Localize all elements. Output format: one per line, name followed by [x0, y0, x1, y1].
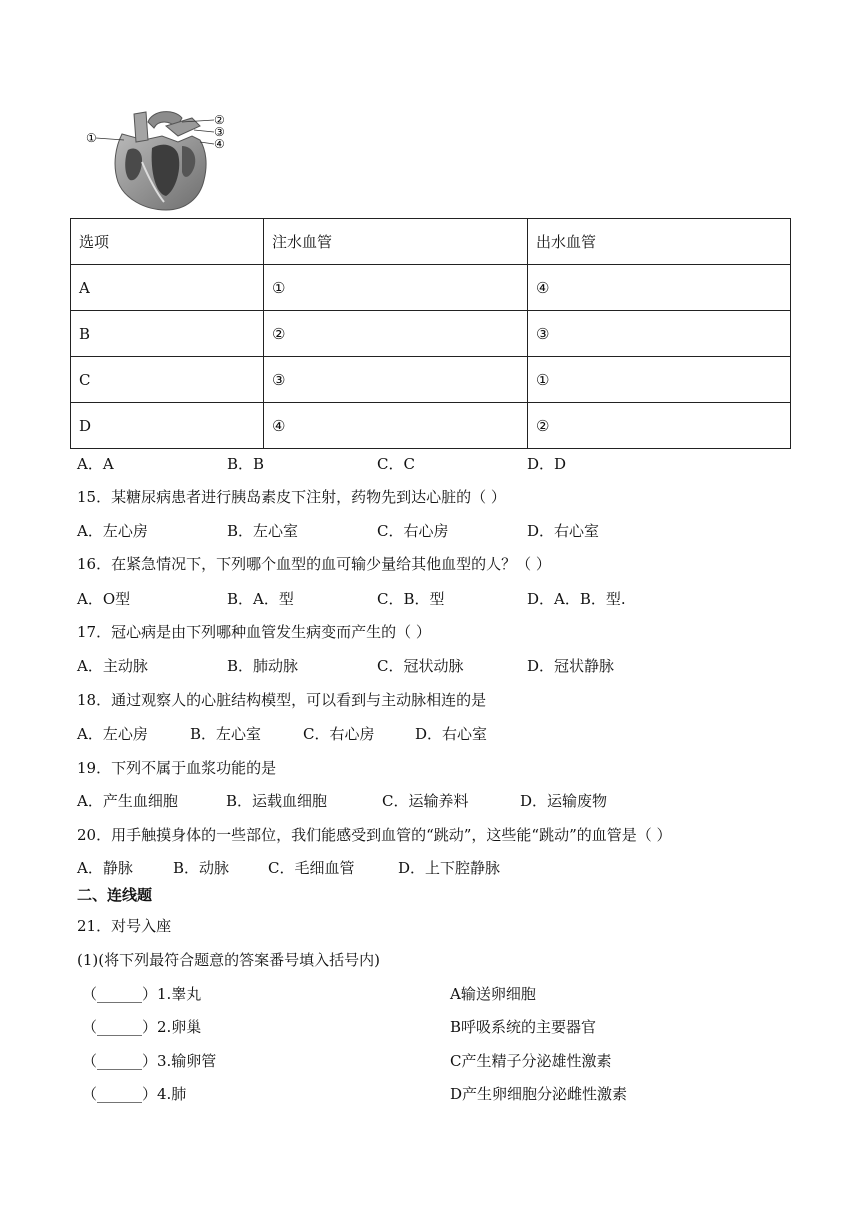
q16-option-a: A．O型: [77, 590, 131, 608]
q19-stem: 19．下列不属于血浆功能的是: [77, 759, 277, 777]
heart-illustration: [115, 112, 206, 210]
match-right-item: D产生卵细胞分泌雌性激素: [450, 1085, 628, 1103]
q18-option-c: C．右心房: [303, 725, 375, 743]
table-row: [71, 265, 791, 311]
q17-option-c: C．冠状动脉: [377, 657, 464, 675]
figure-label-2: ②: [214, 113, 225, 127]
q14-option-c: C．C: [377, 455, 415, 473]
match-right-item: B呼吸系统的主要器官: [450, 1018, 597, 1036]
q18-option-b: B．左心室: [190, 725, 262, 743]
table-header-row: [71, 219, 791, 265]
q14-option-d: D．D: [527, 455, 567, 473]
q21-stem: 21．对号入座: [77, 917, 172, 935]
q16-option-b: B．A．型: [227, 590, 294, 608]
figure-label-4: ④: [214, 137, 225, 151]
q19-option-c: C．运输养料: [382, 792, 469, 810]
match-left-item: （______）4.肺: [82, 1085, 187, 1103]
q18-option-a: A．左心房: [77, 725, 148, 743]
figure-label-1: ①: [86, 131, 97, 145]
match-left-item: （______）3.输卵管: [82, 1052, 217, 1070]
q16-stem: 16．在紧急情况下，下列哪个血型的血可输少量给其他血型的人？（ ）: [77, 555, 551, 573]
table-cell: ②: [528, 403, 791, 449]
table-cell: A: [71, 265, 264, 311]
q21-sub1-instruction: (1)(将下列最符合题意的答案番号填入括号内): [77, 951, 380, 969]
q16-option-d: D．A．B．型.: [527, 590, 626, 608]
table-cell: ②: [264, 311, 528, 357]
match-right-item: C产生精子分泌雄性激素: [450, 1052, 612, 1070]
table-cell: C: [71, 357, 264, 403]
q20-option-b: B．动脉: [173, 859, 230, 877]
section-heading: 二、连线题: [77, 886, 153, 904]
table-header-cell: 出水血管: [528, 219, 791, 265]
table-cell: ④: [264, 403, 528, 449]
figure-label-3: ③: [214, 125, 225, 139]
match-left-item: （______）1.睾丸: [82, 985, 202, 1003]
table-header-cell: 选项: [71, 219, 264, 265]
q18-stem: 18．通过观察人的心脏结构模型，可以看到与主动脉相连的是: [77, 691, 487, 709]
q15-option-c: C．右心房: [377, 522, 449, 540]
q20-option-a: A．静脉: [77, 859, 133, 877]
q20-option-c: C．毛细血管: [268, 859, 355, 877]
table-cell: ③: [264, 357, 528, 403]
table-cell: B: [71, 311, 264, 357]
table-cell: ④: [528, 265, 791, 311]
q19-option-b: B．运载血细胞: [226, 792, 328, 810]
q15-option-a: A．左心房: [77, 522, 148, 540]
q14-option-a: A．A: [77, 455, 114, 473]
table-row: [71, 311, 791, 357]
q14-option-b: B．B: [227, 455, 265, 473]
q20-stem: 20．用手触摸身体的一些部位，我们能感受到血管的“跳动”，这些能“跳动”的血管是（ ）: [77, 826, 672, 844]
table-cell: ①: [264, 265, 528, 311]
table-header-cell: 注水血管: [264, 219, 528, 265]
q17-option-b: B．肺动脉: [227, 657, 299, 675]
q15-stem: 15．某糖尿病患者进行胰岛素皮下注射，药物先到达心脏的（ ）: [77, 488, 506, 506]
q15-option-d: D．右心室: [527, 522, 600, 540]
q15-option-b: B．左心室: [227, 522, 299, 540]
heart-diagram: [82, 106, 242, 214]
table-cell: D: [71, 403, 264, 449]
q17-stem: 17．冠心病是由下列哪种血管发生病变而产生的（ ）: [77, 623, 431, 641]
q17-option-a: A．主动脉: [77, 657, 148, 675]
table-cell: ①: [528, 357, 791, 403]
table-row: [71, 357, 791, 403]
match-left-item: （______）2.卵巢: [82, 1018, 202, 1036]
q16-option-c: C．B．型: [377, 590, 445, 608]
q19-option-d: D．运输废物: [520, 792, 608, 810]
options-table: [70, 218, 791, 449]
match-right-item: A输送卵细胞: [450, 985, 536, 1003]
q20-option-d: D．上下腔静脉: [398, 859, 501, 877]
q18-option-d: D．右心室: [415, 725, 488, 743]
table-row: [71, 403, 791, 449]
q17-option-d: D．冠状静脉: [527, 657, 615, 675]
q19-option-a: A．产生血细胞: [77, 792, 178, 810]
table-cell: ③: [528, 311, 791, 357]
